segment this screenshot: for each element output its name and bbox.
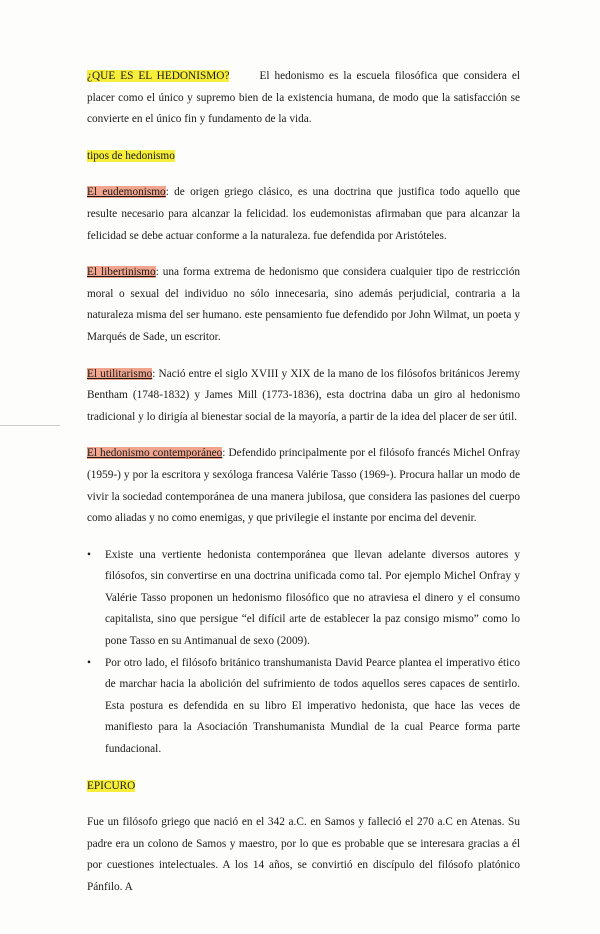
intro-title: ¿QUE ES EL HEDONISMO? — [87, 70, 230, 82]
type-libertinismo — [87, 262, 520, 348]
type-term: El hedonismo contemporáneo — [87, 447, 223, 460]
type-term: El utilitarismo — [87, 367, 153, 380]
type-text: : una forma extrema de hedonismo que considera cualquier tipo de restricción moral o sexual del individuo no sólo innecesaria, sino además perjudicial, contraria a la naturaleza misma del ser humano. este pensamiento fue defendido por John Wilmat, un poeta y Marqués de Sade, un escritor. — [87, 266, 520, 343]
type-text: : Defendido principalmente por el filósofo francés Michel Onfray (1959-) y por la escritora y sexóloga francesa Valérie Tasso (1969-). Procura hallar un modo de vivir la sociedad contemporánea de una manera jubilosa, que considera las pasiones del cuerpo como aliadas y no como enemigas, y que privilegie el instante por encima del devenir. — [87, 447, 520, 525]
intro-paragraph — [87, 66, 520, 131]
intro-text: El hedonismo es la escuela filosófica que considera el placer como el único y supremo bien de la existencia humana, de modo que la satisfacción se convierte en el único fin y fundamento de la vida. — [87, 70, 520, 126]
type-contemporaneo — [87, 443, 520, 529]
type-utilitarismo — [87, 364, 520, 429]
bullet-item: • Existe una vertiente hedonista contemporánea que llevan adelante diversos autores y filósofos, sin convertirse en una doctrina unificada como tal. Por ejemplo Michel Onfray y Valérie Tasso proponen un hedonismo filosófico que no atraviesa el dinero y el consumo capitalista, sino que persigue “el difícil arte de establecer la paz consigo mismo” como lo pone Tasso en su Antimanual de sexo (2009). — [105, 545, 520, 653]
type-text: : de origen griego clásico, es una doctrina que justifica todo aquello que resulte necesario para alcanzar la felicidad. los eudemonistas afirmaban que para alcanzar la felicidad se debe actuar conforme a la naturaleza. fue defendida por Aristóteles. — [87, 186, 520, 242]
type-term: El libertinismo — [87, 266, 156, 279]
epicuro-heading-block — [87, 776, 520, 798]
epicuro-paragraph: Fue un filósofo griego que nació en el 342 a.C. en Samos y falleció el 270 a.C en Atenas. Su padre era un colono de Samos y maestro, por lo que es probable que se interesara gracias a él por cuestiones intelectuales. A los 14 años, se convirtió en discípulo del filósofo platónico Pánfilo. A — [87, 816, 520, 893]
types-heading: tipos de hedonismo — [87, 149, 175, 162]
bullet-item: • Por otro lado, el filósofo británico transhumanista David Pearce plantea el imperativo ético de marchar hacia la abolición del sufrimiento de todos aquellos seres capaces de sentirlo. Esta postura es defendida en su libro El imperativo hedonista, que hace las veces de manifiesto para la Asociación Transhumanista Mundial de la cual Pearce forma parte fundacional. — [105, 653, 520, 761]
type-term: El eudemonismo — [87, 186, 166, 199]
types-heading-block — [87, 146, 520, 168]
epicuro-heading: EPICURO — [87, 779, 136, 792]
type-text: : Nació entre el siglo XVIII y XIX de la mano de los filósofos británicos Jeremy Bentham (1748-1832) y James Mill (1773-1836), esta doctrina daba un giro al hedonismo tradicional y lo dirigía al bienestar social de la mayoría, a partir de la idea del placer de ser útil. — [87, 367, 521, 423]
bullet-list — [87, 545, 520, 761]
type-eudemonismo — [87, 182, 520, 247]
